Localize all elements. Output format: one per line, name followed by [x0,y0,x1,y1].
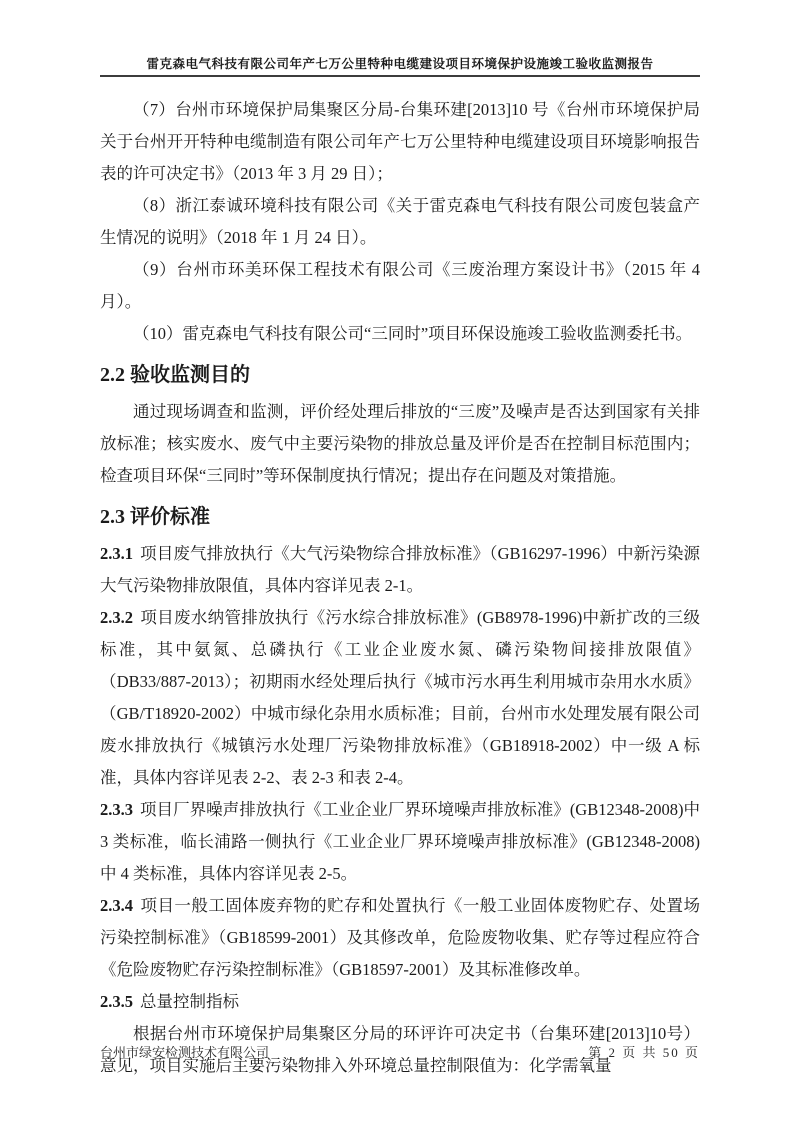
header-title: 雷克森电气科技有限公司年产七万公里特种电缆建设项目环境保护设施竣工验收监测报告 [146,57,654,71]
page-header [100,54,700,77]
subsection-2-3-5 [100,986,700,1018]
subsection-2-3-1-text: 项目废气排放执行《大气污染物综合排放标准》（GB16297-1996）中新污染源大气污染物排放限值，具体内容详见表 2-1。 [100,544,700,595]
reference-item-10: （10）雷克森电气科技有限公司“三同时”项目环保设施竣工验收监测委托书。 [133,324,693,343]
subsection-2-3-3-number: 2.3.3 [100,800,133,819]
page-footer [100,1042,700,1061]
section-2-2-paragraph: 通过现场调查和监测，评价经处理后排放的“三废”及噪声是否达到国家有关排放标准；核实废水、废气中主要污染物的排放总量及评价是否在控制目标范围内；检查项目环保“三同时”等环保制度执行情况；提出存在问题及对策措施。 [100,402,700,485]
subsection-2-3-4-text: 项目一般工固体废弃物的贮存和处置执行《一般工业固体废物贮存、处置场污染控制标准》（GB18599-2001）及其修改单，危险废物收集、贮存等过程应符合《危险废物贮存污染控制标准》（GB18597-2001）及其标准修改单。 [100,896,700,979]
subsection-2-3-2-number: 2.3.2 [100,608,133,627]
document-body [100,94,700,1082]
footer-company-name: 台州市绿安检测技术有限公司 [100,1045,270,1060]
section-heading-2-3: 2.3 评价标准 [100,506,210,528]
reference-item-7: （7）台州市环境保护局集聚区分局-台集环建[2013]10 号《台州市环境保护局关于台州开开特种电缆制造有限公司年产七万公里特种电缆建设项目环境影响报告表的许可决定书》（2013 年 3 月 29 日）； [100,100,700,183]
section-2-3-5-paragraph: 根据台州市环境保护局集聚区分局的环评许可决定书（台集环建[2013]10号）意见，项目实施后主要污染物排入外环境总量控制限值为：化学需氧量 [100,1024,700,1075]
reference-item-9: （9）台州市环美环保工程技术有限公司《三废治理方案设计书》（2015 年 4 月）。 [100,260,701,311]
subsection-2-3-1 [100,538,700,602]
subsection-2-3-3 [100,794,700,890]
subsection-2-3-4-number: 2.3.4 [100,896,133,915]
subsection-2-3-3-text: 项目厂界噪声排放执行《工业企业厂界环境噪声排放标准》(GB12348-2008)中 3 类标准，临长浦路一侧执行《工业企业厂界环境噪声排放标准》(GB12348-2008)中 4 类标准，具体内容详见表 2-5。 [100,800,700,883]
subsection-2-3-5-number: 2.3.5 [100,992,133,1011]
subsection-2-3-5-text: 总量控制指标 [140,992,239,1011]
section-heading-2-2: 2.2 验收监测目的 [100,364,250,386]
subsection-2-3-4 [100,890,700,986]
subsection-2-3-2-text: 项目废水纳管排放执行《污水综合排放标准》(GB8978-1996)中新扩改的三级标准，其中氨氮、总磷执行《工业企业废水氮、磷污染物间接排放限值》（DB33/887-2013）；初期雨水经处理后执行《城市污水再生利用城市杂用水水质》（GB/T18920-2002）中城市绿化杂用水质标准；目前，台州市水处理发展有限公司废水排放执行《城镇污水处理厂污染物排放标准》（GB18918-2002）中一级 A 标准，具体内容详见表 2-2、表 2-3 和表 2-4。 [100,608,700,787]
reference-item-8: （8）浙江泰诚环境科技有限公司《关于雷克森电气科技有限公司废包装盒产生情况的说明》（2018 年 1 月 24 日）。 [100,196,700,247]
subsection-2-3-2 [100,602,700,794]
footer-page-number: 第 2 页 共 50 页 [588,1045,700,1060]
subsection-2-3-1-number: 2.3.1 [100,544,133,563]
